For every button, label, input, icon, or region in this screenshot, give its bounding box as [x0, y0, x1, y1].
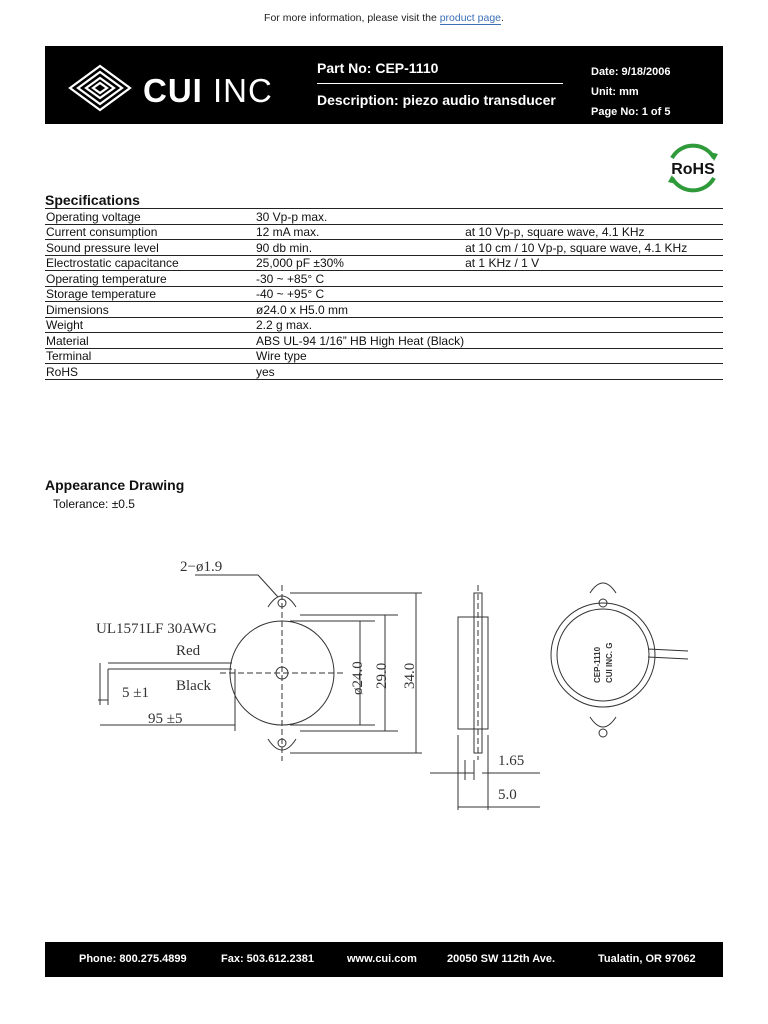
- back-view: [551, 583, 688, 737]
- spec-row: [45, 286, 723, 302]
- dim-34-label: 34.0: [402, 662, 418, 689]
- spec-name: Terminal: [45, 348, 255, 364]
- spec-value: 12 mA max.: [255, 224, 464, 240]
- footer-city: Tualatin, OR 97062: [598, 953, 696, 965]
- spec-name: Current consumption: [45, 224, 255, 240]
- spec-name: Storage temperature: [45, 286, 255, 302]
- spec-row: [45, 364, 723, 380]
- dia-24-label: ø24.0: [350, 661, 366, 695]
- footer-website[interactable]: www.cui.com: [347, 953, 417, 965]
- spec-condition: [464, 271, 723, 287]
- specifications-title: Specifications: [45, 192, 140, 208]
- spec-condition: [464, 348, 723, 364]
- lead-length-label: 95 ±5: [148, 711, 183, 727]
- holes-label: 2−ø1.9: [180, 559, 223, 575]
- appearance-title: Appearance Drawing: [45, 477, 185, 493]
- part-number: Part No: CEP-1110: [317, 60, 563, 84]
- spec-condition: [464, 286, 723, 302]
- top-note-end: .: [501, 12, 504, 24]
- thickness-165-label: 1.65: [498, 753, 525, 769]
- spec-condition: at 10 Vp-p, square wave, 4.1 KHz: [464, 224, 723, 240]
- spec-name: Material: [45, 333, 255, 349]
- black-label: Black: [176, 678, 211, 694]
- spec-condition: at 10 cm / 10 Vp-p, square wave, 4.1 KHz: [464, 240, 723, 256]
- spec-name: RoHS: [45, 364, 255, 380]
- spec-value: yes: [255, 364, 464, 380]
- spec-value: ø24.0 x H5.0 mm: [255, 302, 464, 318]
- spec-value: 90 db min.: [255, 240, 464, 256]
- strip-label: 5 ±1: [122, 685, 149, 701]
- spec-name: Electrostatic capacitance: [45, 255, 255, 271]
- spec-condition: [464, 364, 723, 380]
- red-label: Red: [176, 643, 201, 659]
- doc-date: Date: 9/18/2006: [591, 66, 671, 78]
- spec-value: 30 Vp-p max.: [255, 209, 464, 225]
- spec-value: 25,000 pF ±30%: [255, 255, 464, 271]
- spec-condition: [464, 333, 723, 349]
- spec-value: 2.2 g max.: [255, 317, 464, 333]
- spec-name: Operating temperature: [45, 271, 255, 287]
- spec-row: [45, 302, 723, 318]
- footer-fax: Fax: 503.612.2381: [221, 953, 314, 965]
- dim-29-label: 29.0: [374, 662, 390, 689]
- spec-condition: [464, 209, 723, 225]
- description: Description: piezo audio transducer: [317, 92, 556, 108]
- spec-value: -40 ~ +95° C: [255, 286, 464, 302]
- footer-address: 20050 SW 112th Ave.: [447, 953, 556, 965]
- spec-row: [45, 240, 723, 256]
- wire-label: UL1571LF 30AWG: [96, 621, 217, 637]
- page-number: Page No: 1 of 5: [591, 106, 671, 118]
- footer-bar: [45, 942, 723, 977]
- side-view: [430, 585, 540, 810]
- spec-value: Wire type: [255, 348, 464, 364]
- spec-row: [45, 348, 723, 364]
- spec-name: Dimensions: [45, 302, 255, 318]
- rohs-badge: [664, 142, 722, 194]
- top-note: [0, 12, 768, 24]
- logo-wordmark: CUI INC: [143, 72, 273, 109]
- tolerance-note: Tolerance: ±0.5: [53, 497, 135, 511]
- top-note-text: For more information, please visit the: [264, 12, 440, 24]
- svg-text:RoHS: RoHS: [671, 161, 715, 178]
- marking-part: CEP-1110: [593, 646, 602, 683]
- spec-value: -30 ~ +85° C: [255, 271, 464, 287]
- spec-row: [45, 333, 723, 349]
- spec-row: [45, 209, 723, 225]
- spec-row: [45, 317, 723, 333]
- spec-row: [45, 255, 723, 271]
- height-50-label: 5.0: [498, 787, 517, 803]
- spec-condition: at 1 KHz / 1 V: [464, 255, 723, 271]
- spec-value: ABS UL-94 1/16” HB High Heat (Black): [256, 333, 465, 348]
- cui-logo-icon: [65, 58, 135, 112]
- spec-name: Sound pressure level: [45, 240, 255, 256]
- spec-condition: [464, 302, 723, 318]
- spec-row: [45, 271, 723, 287]
- marking-brand: CUI INC. G: [605, 642, 614, 683]
- specifications-table: [45, 208, 723, 380]
- spec-row: [45, 224, 723, 240]
- doc-unit: Unit: mm: [591, 86, 639, 98]
- spec-condition: [464, 317, 723, 333]
- product-page-link[interactable]: product page: [439, 12, 502, 24]
- spec-name: Weight: [45, 317, 255, 333]
- appearance-drawing: [60, 545, 720, 825]
- footer-phone: Phone: 800.275.4899: [79, 953, 187, 965]
- header-bar: [45, 46, 723, 124]
- company-logo: [65, 58, 305, 112]
- spec-name: Operating voltage: [45, 209, 255, 225]
